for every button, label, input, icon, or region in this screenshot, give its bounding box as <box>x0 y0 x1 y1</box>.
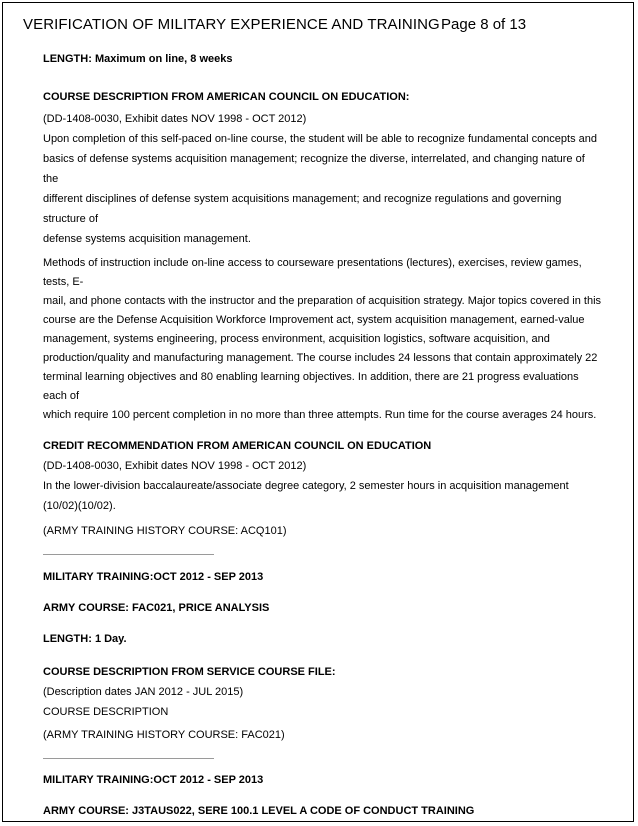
paragraph-line: mail, and phone contacts with the instructor and the preparation of acquisition strategy. Major topics covered in this <box>43 295 602 307</box>
paragraph-line: basics of defense systems acquisition management; recognize the diverse, interrelated, and changing nature of the <box>43 153 585 185</box>
course-description-paragraph-2 <box>43 254 603 425</box>
training-history-course: (ARMY TRAINING HISTORY COURSE: ACQ101) <box>43 525 287 537</box>
course-description-heading: COURSE DESCRIPTION FROM AMERICAN COUNCIL ON EDUCATION: <box>43 91 410 103</box>
paragraph-line: different disciplines of defense system acquisitions management; and recognize regulations and governing structure of <box>43 193 562 225</box>
course-description-heading: COURSE DESCRIPTION FROM SERVICE COURSE FILE: <box>43 666 336 678</box>
paragraph-line: which require 100 percent completion in no more than three attempts. Run time for the course averages 24 hours. <box>43 409 597 421</box>
paragraph-line: management, systems engineering, process environment, acquisition logistics, software acquisition, and <box>43 333 550 345</box>
army-course-title: ARMY COURSE: J3TAUS022, SERE 100.1 LEVEL A CODE OF CONDUCT TRAINING <box>43 805 475 817</box>
training-history-course: (ARMY TRAINING HISTORY COURSE: FAC021) <box>43 729 285 741</box>
section-divider <box>43 758 214 759</box>
paragraph-line: Upon completion of this self-paced on-line course, the student will be able to recognize fundamental concepts and <box>43 133 598 145</box>
paragraph-line: In the lower-division baccalaureate/associate degree category, 2 semester hours in acquisition management <box>43 480 569 492</box>
course-description-paragraph-1 <box>43 129 603 249</box>
course-length: LENGTH: 1 Day. <box>43 633 127 645</box>
document-page <box>2 2 634 822</box>
paragraph-line: production/quality and manufacturing management. The course includes 24 lessons that contain approximately 22 <box>43 352 598 364</box>
description-dates: (Description dates JAN 2012 - JUL 2015) <box>43 686 244 698</box>
page-number: Page 8 of 13 <box>441 16 527 33</box>
military-training-dates: MILITARY TRAINING:OCT 2012 - SEP 2013 <box>43 774 264 786</box>
section-divider <box>43 554 214 555</box>
document-header-title: VERIFICATION OF MILITARY EXPERIENCE AND TRAINING <box>23 16 440 33</box>
description-exhibit-dates: (DD-1408-0030, Exhibit dates NOV 1998 - OCT 2012) <box>43 113 307 125</box>
paragraph-line: defense systems acquisition management. <box>43 233 251 245</box>
paragraph-line: Methods of instruction include on-line access to courseware presentations (lectures), exercises, review games, tests, E- <box>43 257 582 288</box>
credit-exhibit-dates: (DD-1408-0030, Exhibit dates NOV 1998 - OCT 2012) <box>43 460 307 472</box>
credit-recommendation-text <box>43 476 603 516</box>
credit-recommendation-heading: CREDIT RECOMMENDATION FROM AMERICAN COUNCIL ON EDUCATION <box>43 440 432 452</box>
document-body <box>43 53 603 818</box>
course-description-text: COURSE DESCRIPTION <box>43 706 169 718</box>
paragraph-line: terminal learning objectives and 80 enabling learning objectives. In addition, there are 21 progress evaluations each of <box>43 371 579 402</box>
army-course-title: ARMY COURSE: FAC021, PRICE ANALYSIS <box>43 602 270 614</box>
course-length: LENGTH: Maximum on line, 8 weeks <box>43 53 233 65</box>
military-training-dates: MILITARY TRAINING:OCT 2012 - SEP 2013 <box>43 571 264 583</box>
paragraph-line: (10/02)(10/02). <box>43 500 116 512</box>
paragraph-line: course are the Defense Acquisition Workforce Improvement act, system acquisition management, earned-value <box>43 314 585 326</box>
